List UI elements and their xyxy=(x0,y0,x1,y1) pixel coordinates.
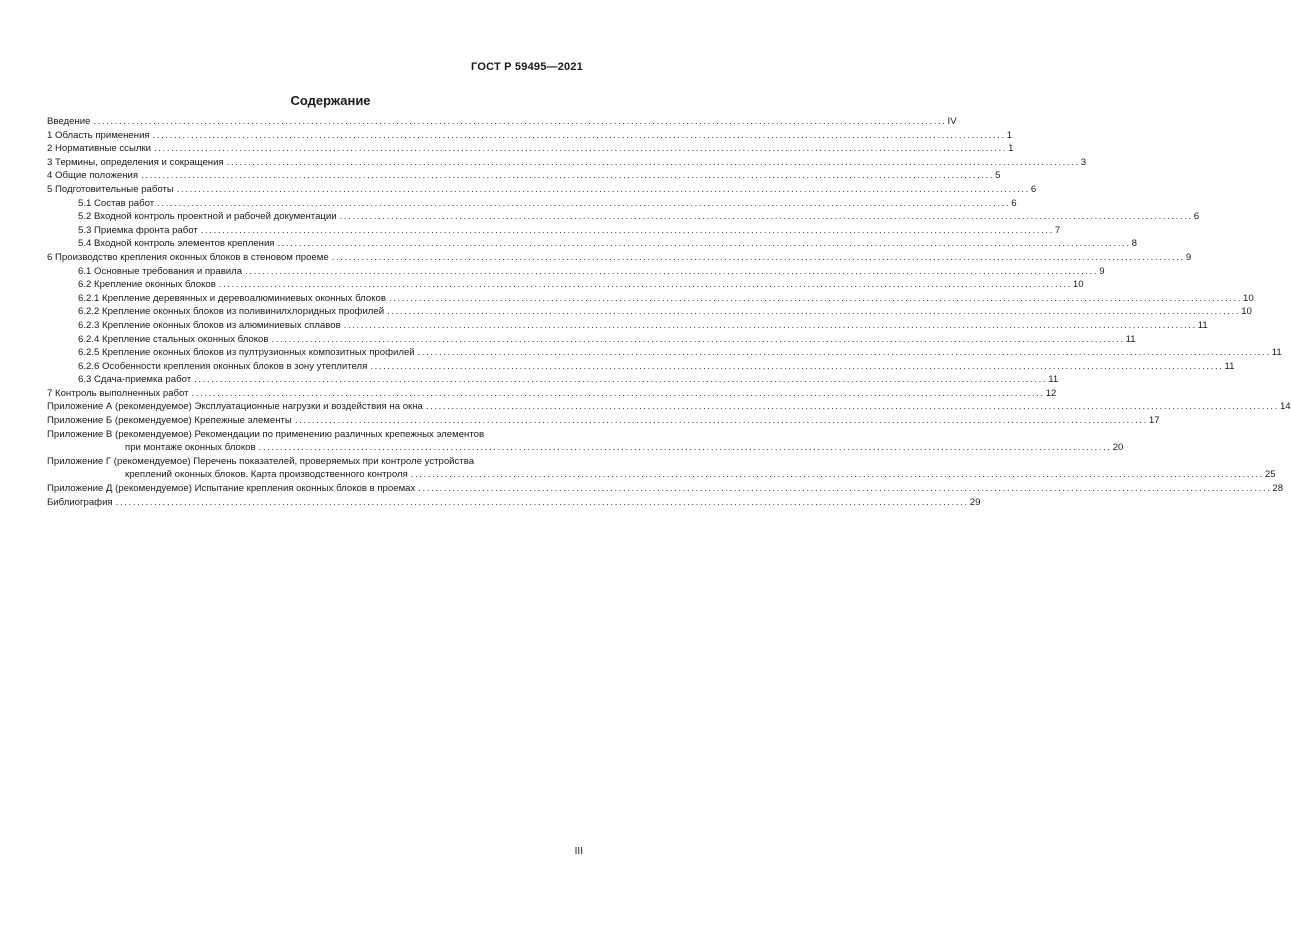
toc-leader: ........................................................................................................................................................................................................ xyxy=(410,469,1264,481)
toc-entry-page: 14 xyxy=(1279,401,1291,413)
toc-leader: ........................................................................................................................................................................................................ xyxy=(277,238,1131,250)
toc-entry-page: 6 xyxy=(1011,197,1017,209)
toc-entry-page: 6 xyxy=(1193,211,1200,223)
toc-entry-page: 12 xyxy=(1045,387,1057,399)
toc-leader: ........................................................................................................................................................................................................ xyxy=(417,347,1271,359)
toc-entry[interactable] xyxy=(47,169,1001,183)
toc-entry-label: Приложение Г (рекомендуемое) Перечень показателей, проверяемых при контроле устройства xyxy=(47,455,475,467)
toc-entry-label: при монтаже оконных блоков xyxy=(125,442,256,454)
toc-entry-label: 1 Область применения xyxy=(47,129,150,141)
toc-leader: ........................................................................................................................................................................................................ xyxy=(194,374,1048,386)
toc-leader: ........................................................................................................................................................................................................ xyxy=(331,251,1185,263)
toc-entry[interactable] xyxy=(47,115,957,129)
toc-entry[interactable] xyxy=(47,278,1084,292)
toc-entry[interactable] xyxy=(47,129,1013,143)
toc-entry-continuation[interactable] xyxy=(47,468,1276,482)
toc-entry[interactable] xyxy=(47,305,1252,319)
toc-entry-label: 2 Нормативные ссылки xyxy=(47,143,152,155)
toc-leader: ........................................................................................................................................................................................................ xyxy=(154,143,1008,155)
toc-entry-page: 10 xyxy=(1243,292,1254,304)
toc-leader: ........................................................................................................................................................................................................ xyxy=(343,319,1197,331)
toc-entry[interactable] xyxy=(47,455,583,469)
toc-entry-page: 11 xyxy=(1197,319,1208,331)
toc-entry-label: 5.4 Входной контроль элементов крепления xyxy=(78,238,275,250)
toc-entry-page: 1 xyxy=(1008,143,1014,155)
toc-entry[interactable] xyxy=(47,428,583,442)
toc-entry[interactable] xyxy=(47,183,1037,197)
toc-entry-page: 28 xyxy=(1272,483,1284,495)
toc-leader: ........................................................................................................................................................................................................ xyxy=(226,156,1080,168)
toc-entry-page: 9 xyxy=(1099,265,1105,277)
toc-leader: ........................................................................................................................................................................................................ xyxy=(425,401,1279,413)
toc-entry[interactable] xyxy=(47,387,1057,401)
toc-entry-page: 11 xyxy=(1048,374,1059,386)
toc-entry-page: 11 xyxy=(1224,360,1235,372)
toc-leader: ........................................................................................................................................................................................................ xyxy=(418,483,1272,495)
toc-entry-label: Приложение Д (рекомендуемое) Испытание крепления оконных блоков в проемах xyxy=(47,483,416,495)
toc-entry-label: 6.2.1 Крепление деревянных и деревоалюминиевых оконных блоков xyxy=(78,292,386,304)
toc-entry-label: 6.3 Сдача-приемка работ xyxy=(78,374,192,386)
toc-entry[interactable] xyxy=(47,197,1017,211)
toc-entry-page: 10 xyxy=(1241,306,1252,318)
toc-entry-page: 9 xyxy=(1185,251,1192,263)
toc-leader: ........................................................................................................................................................................................................ xyxy=(245,265,1099,277)
toc-leader: ........................................................................................................................................................................................................ xyxy=(258,442,1112,454)
toc-entry-label: 5 Подготовительные работы xyxy=(47,183,174,195)
toc-leader: ........................................................................................................................................................................................................ xyxy=(339,211,1193,223)
toc-leader: ........................................................................................................................................................................................................ xyxy=(115,496,969,508)
toc-entry[interactable] xyxy=(47,156,1087,170)
toc-entry[interactable] xyxy=(47,237,1137,251)
toc-entry[interactable] xyxy=(47,265,1105,279)
toc-leader: ........................................................................................................................................................................................................ xyxy=(294,415,1148,427)
toc-entry-page: 29 xyxy=(969,496,981,508)
toc-entry-label: 6 Производство крепления оконных блоков в стеновом проеме xyxy=(47,251,329,263)
toc-leader: ........................................................................................................................................................................................................ xyxy=(141,170,995,182)
toc-entry-continuation[interactable] xyxy=(47,441,1124,455)
toc-entry-page: 11 xyxy=(1125,333,1136,345)
toc-entry[interactable] xyxy=(47,373,1059,387)
toc-entry[interactable] xyxy=(47,319,1208,333)
toc-entry-label: 6.2.5 Крепление оконных блоков из пултрузионных композитных профилей xyxy=(78,347,415,359)
toc-leader: ........................................................................................................................................................................................................ xyxy=(93,116,947,127)
toc-entry-page: 3 xyxy=(1080,156,1087,168)
toc-entry-page: 5 xyxy=(995,170,1001,182)
toc-entry-label: 5.3 Приемка фронта работ xyxy=(78,224,198,236)
toc-entry-page: 1 xyxy=(1006,129,1013,141)
toc-entry-label: 6.2.3 Крепление оконных блоков из алюминиевых сплавов xyxy=(78,319,341,331)
toc-entry-label: Приложение А (рекомендуемое) Эксплуатационные нагрузки и воздействия на окна xyxy=(47,401,423,413)
toc-leader: ........................................................................................................................................................................................................ xyxy=(370,360,1224,372)
toc-entry[interactable] xyxy=(47,414,1160,428)
toc-leader: ........................................................................................................................................................................................................ xyxy=(387,306,1241,318)
document-standard-code: ГОСТ Р 59495—2021 xyxy=(471,61,583,73)
toc-entry-page: 25 xyxy=(1264,469,1276,481)
toc-leader: ........................................................................................................................................................................................................ xyxy=(200,224,1054,236)
toc-entry-label: 6.2.2 Крепление оконных блоков из поливинилхлоридных профилей xyxy=(78,306,385,318)
toc-entry[interactable] xyxy=(47,210,1200,224)
toc-entry[interactable] xyxy=(47,400,1291,414)
toc-entry-page: IV xyxy=(947,116,957,127)
toc-entry-label: 5.1 Состав работ xyxy=(78,197,155,209)
toc-leader: ........................................................................................................................................................................................................ xyxy=(152,129,1006,141)
toc-entry-label: 5.2 Входной контроль проектной и рабочей документации xyxy=(78,211,337,223)
toc-leader: ........................................................................................................................................................................................................ xyxy=(176,183,1030,195)
toc-entry-page: 10 xyxy=(1072,279,1084,291)
toc-entry-label: Приложение В (рекомендуемое) Рекомендации по применению различных крепежных элементов xyxy=(47,428,485,440)
toc-entry-label: 7 Контроль выполненных работ xyxy=(47,387,189,399)
toc-entry-label: 6.2 Крепление оконных блоков xyxy=(78,279,216,291)
toc-entry[interactable] xyxy=(47,224,1061,238)
page-number: III xyxy=(574,846,583,857)
toc-entry-label: Введение xyxy=(47,116,91,127)
toc-entry-page: 6 xyxy=(1030,183,1037,195)
toc-entry-label: 4 Общие положения xyxy=(47,170,139,182)
toc-entry-label: 6.2.6 Особенности крепления оконных блоков в зону утеплителя xyxy=(78,360,368,372)
toc-entry-page: 20 xyxy=(1112,442,1124,454)
toc-leader: ........................................................................................................................................................................................................ xyxy=(271,333,1125,345)
table-of-contents xyxy=(47,115,1291,509)
toc-entry[interactable] xyxy=(47,360,1235,374)
toc-entry-page: 7 xyxy=(1054,224,1061,236)
toc-leader: ........................................................................................................................................................................................................ xyxy=(191,387,1045,399)
toc-entry[interactable] xyxy=(47,251,1192,265)
toc-entry[interactable] xyxy=(47,496,981,510)
toc-entry[interactable] xyxy=(47,292,1254,306)
toc-entry-page: 17 xyxy=(1148,415,1160,427)
toc-entry-label: 3 Термины, определения и сокращения xyxy=(47,156,224,168)
toc-entry-page: 11 xyxy=(1271,347,1282,359)
toc-leader: ........................................................................................................................................................................................................ xyxy=(157,197,1011,209)
toc-leader: ........................................................................................................................................................................................................ xyxy=(218,279,1072,291)
toc-entry[interactable] xyxy=(47,482,1284,496)
toc-entry-label: 6.2.4 Крепление стальных оконных блоков xyxy=(78,333,269,345)
toc-entry[interactable] xyxy=(47,333,1136,347)
toc-entry-label: 6.1 Основные требования и правила xyxy=(78,265,243,277)
toc-leader: ........................................................................................................................................................................................................ xyxy=(388,292,1243,304)
page-title: Содержание xyxy=(290,93,371,108)
toc-entry-page: 8 xyxy=(1131,238,1137,250)
toc-entry-label: креплений оконных блоков. Карта производственного контроля xyxy=(125,469,408,481)
toc-entry-label: Библиография xyxy=(47,496,113,508)
toc-entry-label: Приложение Б (рекомендуемое) Крепежные элементы xyxy=(47,415,292,427)
toc-entry[interactable] xyxy=(47,346,1282,360)
toc-entry[interactable] xyxy=(47,142,1014,156)
